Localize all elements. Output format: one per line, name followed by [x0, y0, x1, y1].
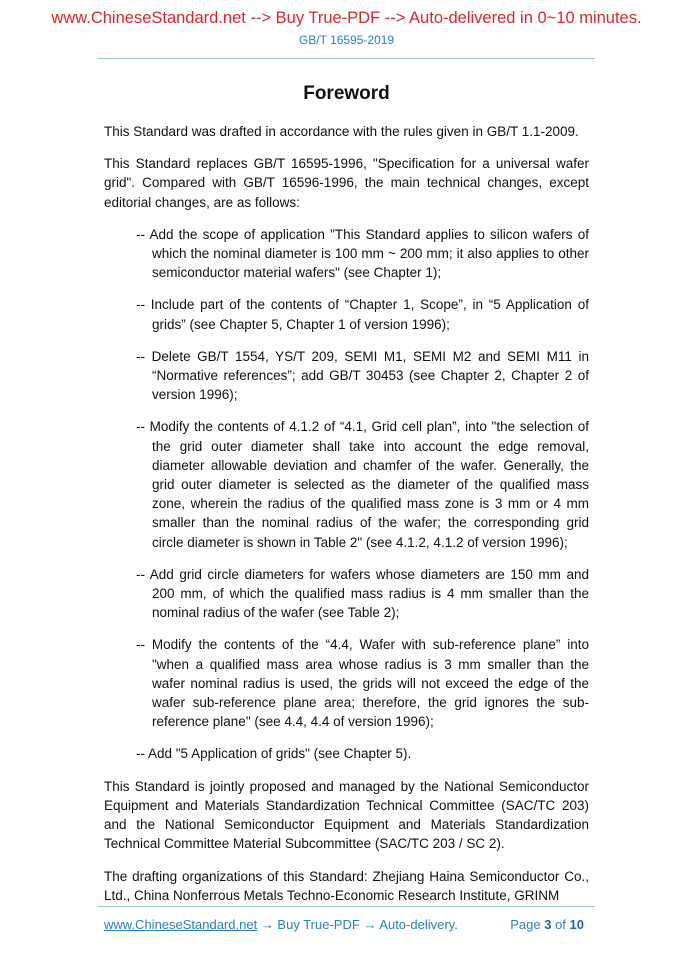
document-code: GB/T 16595-2019 — [298, 33, 395, 47]
list-item: -- Add the scope of application "This Standard applies to silicon wafers of which the nominal diameter is 100 mm ~ 200 mm; it also applies to other semiconductor material wafers" (see Chapter 1); — [136, 226, 589, 281]
promo-banner[interactable]: www.ChineseStandard.net --> Buy True-PDF --> Auto-delivered in 0~10 minutes. — [51, 9, 642, 27]
list-item: -- Add "5 Application of grids" (see Chapter 5). — [136, 746, 412, 762]
footer-text: → Buy True-PDF → Auto-delivery. — [257, 917, 458, 932]
page-label: Page — [510, 917, 541, 932]
list-item: -- Modify the contents of 4.1.2 of “4.1, Grid cell plan”, into "the selection of the grid outer diameter shall take into account the edge removal, diameter allowable deviation and chamfer of the wafer. Generally, the grid outer diameter is selected as the diameter of the qualified mass zone, wherein the radius of the qualified mass zone is 3 mm or 4 mm smaller than the nominal radius of the wafer; the corresponding grid circle diameter is shown in Table 2" (see 4.1.2, 4.1.2 of version 1996); — [136, 419, 589, 550]
page-total: 10 — [569, 917, 584, 932]
page-number: 3 — [544, 917, 552, 932]
paragraph: This Standard is jointly proposed and managed by the National Semiconductor Equipment and Materials Standardization Technical Committee (SAC/TC 203) and the National Semiconductor Equipment and Materials Standardization Technical Committee Material Subcommittee (SAC/TC 203 / SC 2). — [104, 778, 589, 852]
footer-divider — [98, 906, 595, 907]
paragraph: The drafting organizations of this Standard: Zhejiang Haina Semiconductor Co., Ltd., China Nonferrous Metals Techno-Economic Research Institute, GRINM — [104, 868, 589, 903]
list-item: -- Modify the contents of the “4.4, Wafer with sub-reference plane” into "when a qualified mass area whose radius is 3 mm smaller than the wafer nominal radius is used, the grids will not exceed the edge of the wafer sub-reference plane area; therefore, the grid ignores the sub-reference plane" (see 4.4, 4.4 of version 1996); — [136, 637, 589, 730]
list-item: -- Add grid circle diameters for wafers whose diameters are 150 mm and 200 mm, of which the qualified mass radius is 4 mm smaller than the nominal radius of the wafer (see Table 2); — [136, 566, 589, 621]
footer-link[interactable]: www.ChineseStandard.net — [104, 917, 258, 932]
paragraph: This Standard replaces GB/T 16595-1996, "Specification for a universal wafer grid". Compared with GB/T 16596-1996, the main technical changes, except editorial changes, are as follows: — [104, 156, 589, 210]
page-indicator — [510, 916, 584, 934]
of-label: of — [555, 917, 566, 932]
header-divider — [98, 58, 595, 59]
list-item: -- Include part of the contents of “Chapter 1, Scope”, in “5 Application of grids” (see Chapter 5, Chapter 1 of version 1996); — [136, 297, 589, 332]
document-body — [104, 122, 589, 918]
page-title: Foreword — [303, 83, 390, 104]
list-item: -- Delete GB/T 1554, YS/T 209, SEMI M1, SEMI M2 and SEMI M11 in “Normative references”; add GB/T 30453 (see Chapter 2, Chapter 2 of version 1996); — [136, 348, 589, 403]
footer — [104, 916, 584, 934]
paragraph: This Standard was drafted in accordance with the rules given in GB/T 1.1-2009. — [104, 124, 579, 139]
